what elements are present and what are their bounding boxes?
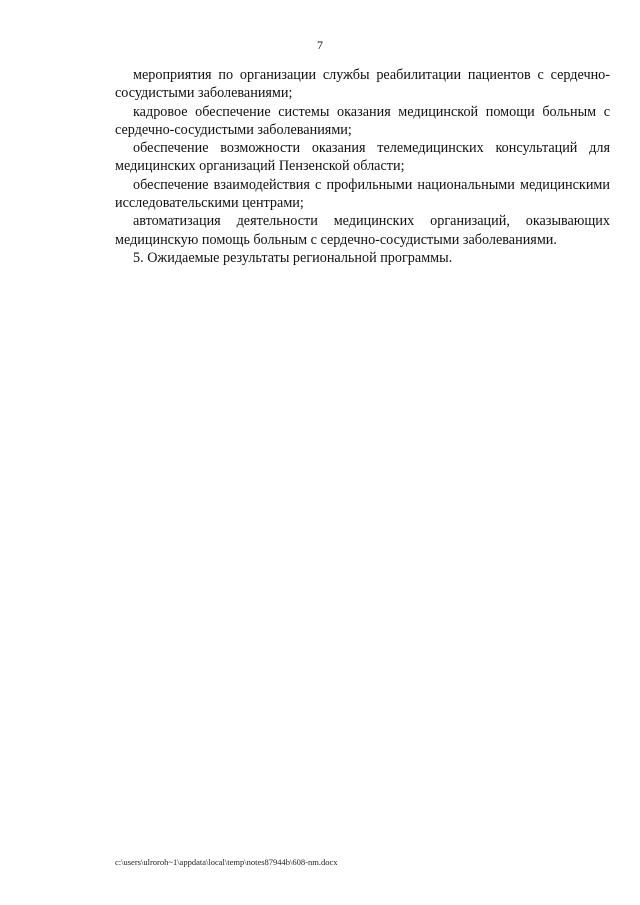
paragraph-staffing: кадровое обеспечение системы оказания медицинской помощи больным с сердечно-сосудистыми заболеваниями; bbox=[115, 103, 610, 138]
paragraph-rehabilitation: мероприятия по организации службы реабилитации пациентов с сердечно-сосудистыми заболеваниями; bbox=[115, 67, 610, 102]
page-number: 7 bbox=[317, 38, 323, 52]
paragraph-telemedicine: обеспечение возможности оказания телемедицинских консультаций для медицинских организаций Пензенской области; bbox=[115, 140, 610, 175]
paragraph-research-centers: обеспечение взаимодействия с профильными национальными медицинскими исследовательскими центрами; bbox=[115, 176, 610, 212]
document-body bbox=[115, 66, 610, 267]
section-heading-expected-results: 5. Ожидаемые результаты региональной программы. bbox=[133, 249, 453, 266]
footer-file-path: c:\users\ulroroh~1\appdata\local\temp\notes87944b\608-nm.docx bbox=[115, 857, 338, 867]
paragraph-automation: автоматизация деятельности медицинских организаций, оказывающих медицинскую помощь больным с сердечно-сосудистыми заболеваниями. bbox=[115, 213, 610, 248]
